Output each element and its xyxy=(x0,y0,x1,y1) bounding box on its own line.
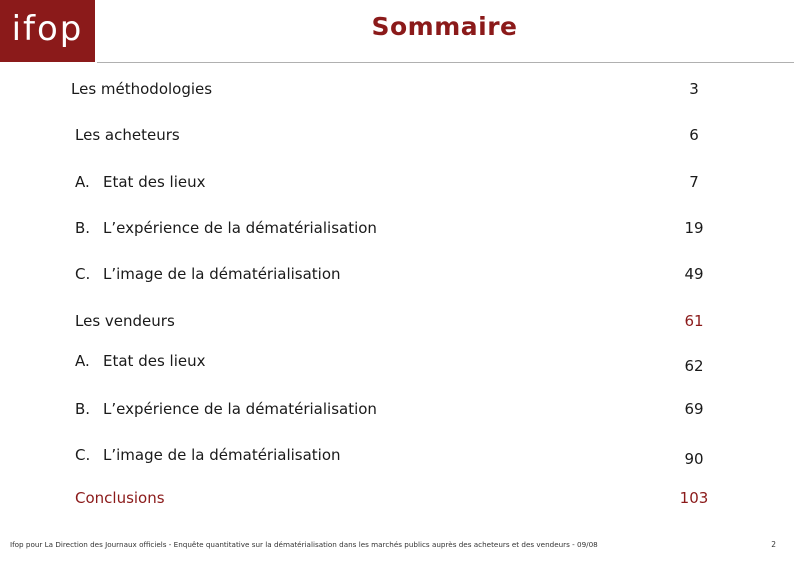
toc-entry-text: L’expérience de la dématérialisation xyxy=(103,400,377,418)
toc-entry-page: 62 xyxy=(684,357,704,375)
toc-entry-methodologies[interactable] xyxy=(0,80,794,102)
toc-entry-page: 19 xyxy=(684,219,704,237)
toc-entry-text: L’image de la dématérialisation xyxy=(103,265,341,283)
toc-entry-letter: B. xyxy=(75,400,91,418)
toc-entry-vendeurs-b[interactable] xyxy=(0,400,794,422)
toc-entry-acheteurs-c[interactable] xyxy=(0,265,794,287)
toc-entry-acheteurs-a[interactable] xyxy=(0,173,794,195)
toc-entry-page: 103 xyxy=(679,489,709,507)
toc-entry-letter: C. xyxy=(75,446,91,464)
toc-entry-text: L’image de la dématérialisation xyxy=(103,446,341,464)
toc-entry-page: 49 xyxy=(684,265,704,283)
page-number: 2 xyxy=(771,540,776,549)
toc-entry-text: Etat des lieux xyxy=(103,352,206,370)
toc-entry-label xyxy=(75,173,205,191)
toc-entry-label xyxy=(75,400,377,418)
toc-entry-page: 69 xyxy=(684,400,704,418)
toc-entry-page: 6 xyxy=(689,126,699,144)
toc-entry-letter: B. xyxy=(75,219,91,237)
toc-entry-vendeurs-a[interactable] xyxy=(0,352,794,374)
toc-entry-letter: A. xyxy=(75,352,90,370)
footer-text: Ifop pour La Direction des Journaux officiels - Enquête quantitative sur la dématérialisation dans les marchés publics auprès des acheteurs et des vendeurs - 09/08 xyxy=(10,540,598,549)
toc-entry-text: L’expérience de la dématérialisation xyxy=(103,219,377,237)
toc-entry-page: 3 xyxy=(689,80,699,98)
toc-entry-label xyxy=(75,352,205,370)
toc-entry-label xyxy=(75,265,341,283)
toc-entry-acheteurs[interactable] xyxy=(0,126,794,148)
toc-entry-letter: C. xyxy=(75,265,91,283)
toc-entry-acheteurs-b[interactable] xyxy=(0,219,794,241)
toc-entry-text: Etat des lieux xyxy=(103,173,206,191)
page-title: Sommaire xyxy=(371,12,518,41)
toc-entry-label: Les méthodologies xyxy=(71,80,213,98)
toc-entry-page: 90 xyxy=(684,450,704,468)
toc-entry-label: Conclusions xyxy=(75,489,165,507)
toc-entry-page: 61 xyxy=(684,312,704,330)
toc-entry-letter: A. xyxy=(75,173,90,191)
toc-entry-label: Les acheteurs xyxy=(75,126,180,144)
logo-text: ifop xyxy=(11,9,84,49)
toc-entry-vendeurs[interactable] xyxy=(0,312,794,334)
toc-entry-page: 7 xyxy=(689,173,699,191)
toc-entry-label xyxy=(75,219,377,237)
toc-entry-vendeurs-c[interactable] xyxy=(0,446,794,468)
toc-entry-label: Les vendeurs xyxy=(75,312,175,330)
toc-entry-conclusions[interactable] xyxy=(0,489,794,511)
toc-entry-label xyxy=(75,446,341,464)
